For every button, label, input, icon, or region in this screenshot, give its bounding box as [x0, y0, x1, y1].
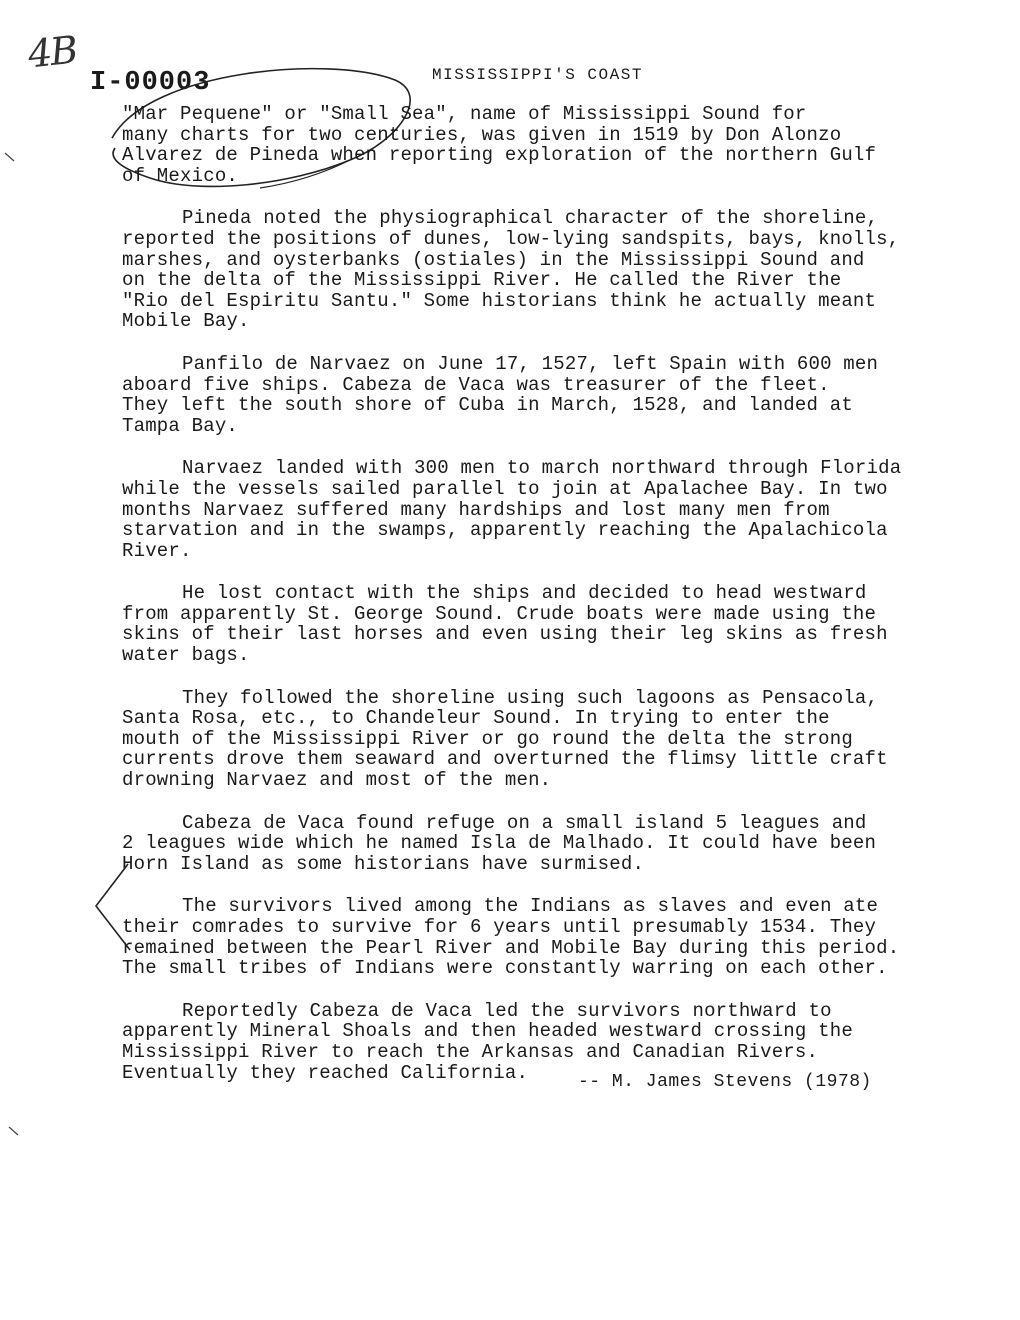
paragraph-5: He lost contact with the ships and decided to head westward from apparently St. George Sound. Crude boats were made using the skins of their last horses and even using their leg skins as fresh water bags. — [122, 582, 888, 667]
paragraph-6: They followed the shoreline using such lagoons as Pensacola, Santa Rosa, etc., to Chandeleur Sound. In trying to enter the mouth of the Mississippi River or go round the delta the strong currents drove them seaward and overturned the flimsy little craft drowning Narvaez and most of the men. — [122, 686, 888, 792]
author-signature: -- M. James Stevens (1978) — [578, 1072, 872, 1092]
paragraph-3: Panfilo de Narvaez on June 17, 1527, left Spain with 600 men aboard five ships. Cabeza de Vaca was treasurer of the fleet. They left the south shore of Cuba in March, 1528, and landed at Tampa Bay. — [122, 352, 879, 437]
paragraph-8: The survivors lived among the Indians as slaves and even ate their comrades to survive for 6 years until presumably 1534. They remained between the Pearl River and Mobile Bay during this period. The small tribes of Indians were constantly warring on each other. — [122, 895, 900, 980]
margin-tick — [4, 152, 16, 162]
paragraph-2: Pineda noted the physiographical character of the shoreline, reported the positions of dunes, low-lying sandspits, bays, knolls, marshes, and oysterbanks (ostiales) in the Mississippi Sound and on the delta of the Mississippi River. He called the River the "Rio del Espiritu Santu." Some historians think he actually meant Mobile Bay. — [122, 207, 900, 333]
handwritten-annotation: 4B — [25, 27, 79, 77]
document-body — [122, 104, 942, 1105]
paragraph-4: Narvaez landed with 300 men to march northward through Florida while the vessels sailed parallel to join at Apalachee Bay. In two months Narvaez suffered many hardships and lost many men from starvation and in the swamps, apparently reaching the Apalachicola River. — [122, 457, 902, 562]
paragraph-7: Cabeza de Vaca found refuge on a small island 5 leagues and 2 leagues wide which he named Isla de Malhado. It could have been Horn Island as some historians have surmised. — [122, 811, 877, 875]
paragraph-1: "Mar Pequene" or "Small Sea", name of Mississippi Sound for many charts for two centuries, was given in 1519 by Don Alonzo Alvarez de Pineda when reporting exploration of the northern Gulf of Mexico. — [122, 103, 877, 187]
document-id: I-00003 — [90, 68, 211, 98]
margin-bracket-mark — [92, 862, 132, 952]
paragraph-9: Reportedly Cabeza de Vaca led the survivors northward to apparently Mineral Shoals and then headed westward crossing the Mississippi River to reach the Arkansas and Canadian Rivers. Eventually they reached California. — [122, 999, 853, 1084]
document-title: MISSISSIPPI'S COAST — [432, 66, 643, 84]
margin-tick — [8, 1126, 20, 1136]
